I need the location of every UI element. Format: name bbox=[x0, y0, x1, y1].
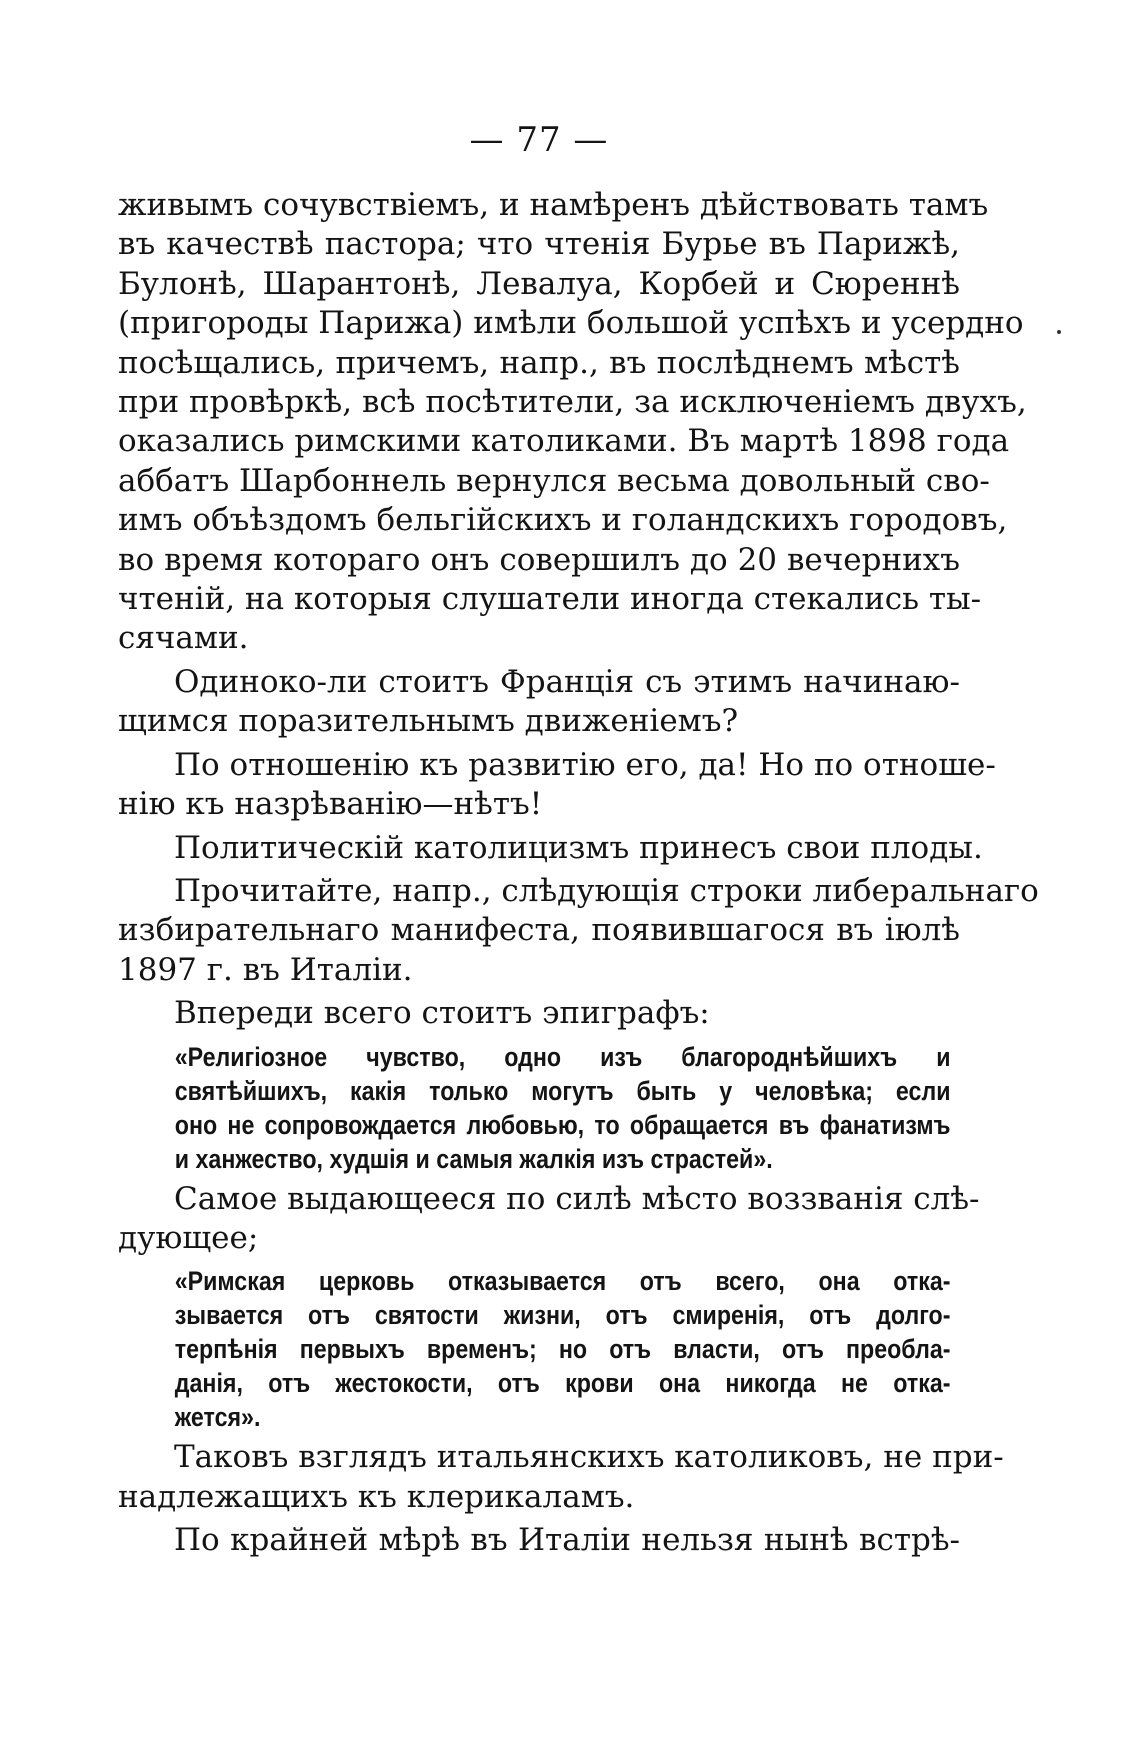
quote-line: терпѣнія первыхъ временъ; но отъ власти, отъ преобла- bbox=[174, 1334, 951, 1365]
quote-line: жется». bbox=[174, 1402, 261, 1433]
text-line: Политическій католицизмъ принесъ свои плоды. bbox=[174, 829, 983, 866]
text-line: дующее; bbox=[118, 1219, 259, 1256]
book-page bbox=[118, 120, 1039, 1561]
text-line: Прочитайте, напр., слѣдующія строки либеральнаго bbox=[174, 872, 1039, 909]
text-line: имъ объѣздомъ бельгійскихъ и голандскихъ городовъ, bbox=[118, 502, 1008, 539]
text-line: аббатъ Шарбоннель вернулся весьма довольный сво- bbox=[118, 462, 990, 499]
paragraph bbox=[118, 1438, 1004, 1517]
epigraph-quote bbox=[118, 1040, 950, 1176]
text-line: Одиноко-ли стоитъ Франція съ этимъ начинаю- bbox=[174, 663, 960, 700]
text-line: (пригороды Парижа) имѣли большой успѣхъ и усердно bbox=[118, 305, 1024, 342]
quote-line: святѣйшихъ, какія только могутъ быть у человѣка; если bbox=[174, 1075, 951, 1106]
scan-speck bbox=[1057, 330, 1061, 334]
text-line: Таковъ взглядъ итальянскихъ католиковъ, не при- bbox=[174, 1439, 1004, 1476]
text-line: посѣщались, причемъ, напр., въ послѣднемъ мѣстѣ bbox=[118, 344, 960, 381]
text-line: нію къ назрѣванію—нѣтъ! bbox=[118, 786, 543, 823]
text-line: оказались римскими католиками. Въ мартѣ 1898 года bbox=[118, 423, 1010, 460]
text-line: чтеній, на которыя слушатели иногда стекались ты- bbox=[118, 581, 982, 618]
quote-line: оно не сопровождается любовью, то обращается въ фанатизмъ bbox=[174, 1109, 951, 1140]
quote-block bbox=[118, 1264, 960, 1434]
quote-line: «Религіозное чувство, одно изъ благороднѣйшихъ и bbox=[174, 1041, 951, 1072]
paragraph bbox=[118, 186, 1027, 659]
text-line: 1897 г. въ Италіи. bbox=[118, 951, 413, 988]
text-line: По отношенію къ развитію его, да! Но по отноше- bbox=[174, 746, 996, 783]
paragraph bbox=[118, 994, 960, 1033]
paragraph bbox=[118, 1521, 960, 1560]
quote-line: данія, отъ жестокости, отъ крови она никогда не отка- bbox=[174, 1368, 951, 1399]
text-line: Самое выдающееся по силѣ мѣсто воззванія слѣ- bbox=[174, 1180, 980, 1217]
text-line: По крайней мѣрѣ въ Италіи нельзя нынѣ встрѣ- bbox=[174, 1522, 960, 1559]
page-number: — 77 — bbox=[469, 120, 609, 160]
text-line: Булонѣ, Шарантонѣ, Левалуа, Корбей и Сюреннѣ bbox=[118, 265, 960, 302]
quote-line: и ханжество, худшія и самыя жалкія изъ страстей». bbox=[174, 1143, 773, 1174]
text-line: избирательнаго манифеста, появившагося въ іюлѣ bbox=[118, 912, 960, 949]
text-line: во время котораго онъ совершилъ до 20 вечернихъ bbox=[118, 541, 960, 578]
quote-line: «Римская церковь отказывается отъ всего, она отка- bbox=[174, 1266, 951, 1297]
body-text bbox=[118, 186, 1039, 1561]
quote-block bbox=[118, 1040, 960, 1176]
text-line: живымъ сочувствіемъ, и намѣренъ дѣйствовать тамъ bbox=[118, 187, 989, 223]
paragraph bbox=[118, 1180, 980, 1259]
paragraph bbox=[118, 663, 960, 742]
paragraph bbox=[118, 746, 996, 825]
text-line: при провѣркѣ, всѣ посѣтители, за исключеніемъ двухъ, bbox=[118, 384, 1027, 421]
quote-line: зывается отъ святости жизни, отъ смиренія, отъ долго- bbox=[174, 1300, 951, 1331]
text-line: сячами. bbox=[118, 620, 249, 657]
text-line: щимся поразительнымъ движеніемъ? bbox=[118, 703, 739, 740]
manifesto-quote bbox=[118, 1264, 950, 1434]
text-line: надлежащихъ къ клерикаламъ. bbox=[118, 1478, 635, 1515]
text-line: въ качествѣ пастора; что чтенія Бурье въ Парижѣ, bbox=[118, 226, 960, 263]
paragraph bbox=[118, 829, 983, 868]
paragraph bbox=[118, 872, 1039, 990]
text-line: Впереди всего стоитъ эпиграфъ: bbox=[174, 995, 710, 1032]
